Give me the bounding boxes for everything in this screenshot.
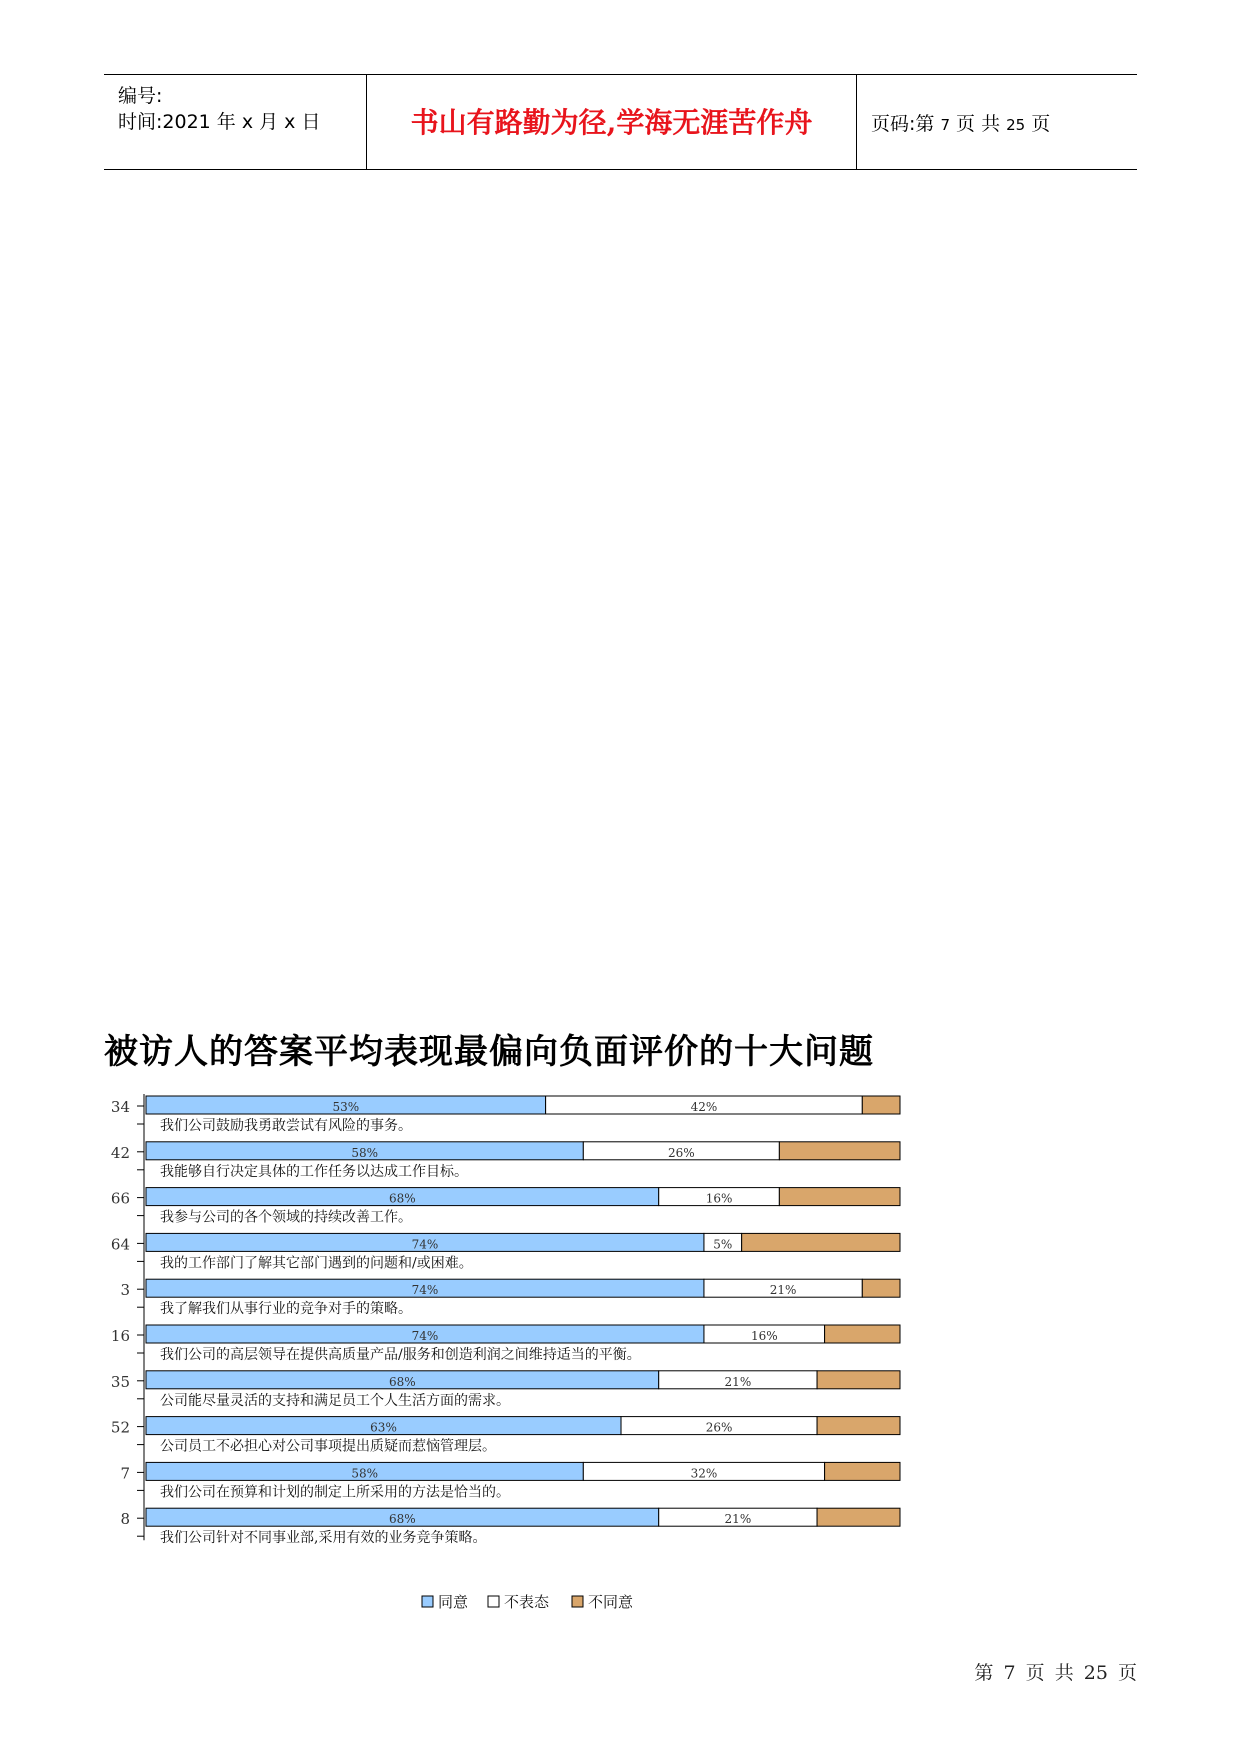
section-title: 被访人的答案平均表现最偏向负面评价的十大问题 [104,1032,874,1072]
row-id-label: 64 [110,1235,130,1254]
bar-disagree [817,1371,900,1389]
row-id-label: 34 [110,1098,130,1116]
data-label-neutral: 26% [705,1420,733,1435]
bar-disagree [825,1462,900,1480]
row-id-label: 16 [110,1327,130,1345]
data-label-neutral: 21% [769,1283,797,1298]
question-label: 我们公司针对不同事业部,采用有效的业务竞争策略。 [160,1530,487,1547]
data-label-agree: 68% [389,1512,416,1527]
data-label-agree: 68% [389,1191,416,1206]
header-motto-cell [367,75,857,169]
header-page-cell [857,75,1137,169]
bar-disagree [825,1325,900,1343]
data-label-agree: 74% [411,1329,439,1343]
data-label-agree: 58% [351,1466,378,1481]
data-label-agree: 58% [351,1145,378,1160]
row-id-label: 66 [110,1189,130,1208]
data-label-neutral: 21% [724,1374,752,1389]
legend-label-agree: 同意 [438,1593,469,1611]
header-page-number [871,109,1050,136]
row-id-label: 7 [120,1464,130,1483]
motto-text: 书山有路勤为径,学海无涯苦作舟 [410,106,813,139]
question-label: 我了解我们从事行业的竞争对手的策略。 [160,1301,412,1318]
data-label-neutral: 42% [690,1100,718,1114]
footer-current-page: 7 [1003,1662,1016,1684]
bar-disagree [817,1508,900,1526]
legend-swatch-neutral [488,1596,499,1607]
data-label-neutral: 16% [705,1191,733,1206]
header-page-mid: 页 共 [950,113,1007,135]
question-label: 我们公司鼓励我勇敢尝试有风险的事务。 [160,1118,412,1134]
question-label: 我参与公司的各个领域的持续改善工作。 [160,1209,412,1226]
bar-disagree [817,1417,900,1435]
row-id-label: 42 [110,1143,130,1162]
page-header [104,74,1137,170]
legend-label-neutral: 不表态 [504,1593,550,1611]
page-footer [970,1658,1137,1685]
footer-mid1: 页 [1025,1662,1045,1684]
data-label-agree: 63% [370,1420,397,1435]
data-label-agree: 74% [411,1283,439,1298]
bar-disagree [742,1233,900,1251]
footer-suffix: 页 [1117,1662,1137,1684]
question-label: 我的工作部门了解其它部门遇到的问题和/或困难。 [160,1255,473,1272]
legend-swatch-disagree [572,1596,583,1607]
legend-label-disagree: 不同意 [588,1593,634,1611]
row-id-label: 35 [110,1372,130,1391]
data-label-neutral: 32% [690,1466,718,1481]
data-label-neutral: 16% [750,1329,778,1343]
header-page-total: 25 [1006,116,1026,134]
doc-code-label: 编号: [118,85,163,107]
footer-total-pages: 25 [1083,1662,1108,1684]
data-label-agree: 68% [389,1374,416,1389]
question-label: 我们公司的高层领导在提供高质量产品/服务和创造利润之间维持适当的平衡。 [160,1347,641,1363]
header-page-suffix: 页 [1025,113,1051,135]
question-label: 公司能尽量灵活的支持和满足员工个人生活方面的需求。 [160,1392,510,1409]
footer-mid2: 共 [1054,1662,1074,1684]
row-id-label: 52 [110,1418,130,1437]
data-label-agree: 53% [332,1100,360,1114]
bar-disagree [862,1096,900,1114]
row-id-label: 8 [120,1510,130,1529]
data-label-neutral: 21% [724,1512,752,1527]
question-label: 我们公司在预算和计划的制定上所采用的方法是恰当的。 [160,1484,510,1501]
header-page-prefix: 页码:第 [871,113,941,135]
footer-prefix: 第 [974,1662,994,1684]
bar-disagree [779,1142,900,1160]
data-label-agree: 74% [411,1237,439,1252]
legend-swatch-agree [422,1596,433,1607]
data-label-neutral: 5% [713,1237,733,1252]
data-label-neutral: 26% [668,1145,695,1160]
header-page-current: 7 [940,116,950,134]
bar-disagree [779,1188,900,1206]
row-id-label: 3 [120,1281,130,1300]
stacked-bar-chart [104,1094,904,1624]
header-info-cell [104,75,367,169]
bar-disagree [862,1279,900,1297]
question-label: 我能够自行决定具体的工作任务以达成工作目标。 [160,1163,468,1180]
question-label: 公司员工不必担心对公司事项提出质疑而惹恼管理层。 [160,1438,496,1455]
doc-time-label: 时间:2021 年 x 月 x 日 [118,111,321,133]
